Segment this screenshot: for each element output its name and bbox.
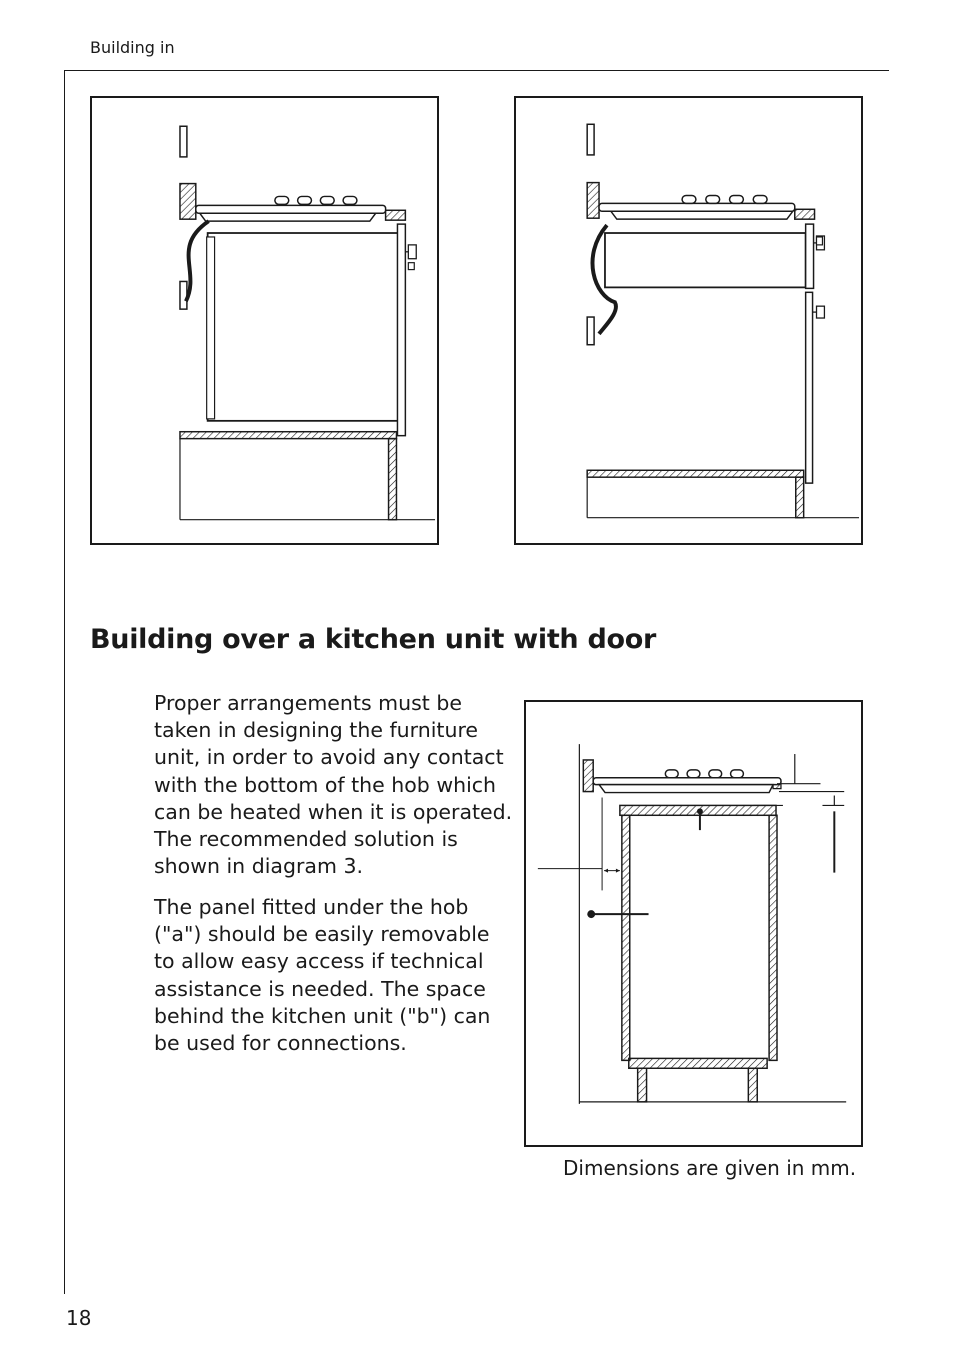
diagram-kitchen-unit-with-door-drawing	[526, 702, 861, 1145]
paragraph-line: to allow easy access if technical	[154, 949, 484, 974]
section-title: Building over a kitchen unit with door	[90, 624, 656, 655]
margin-rule	[64, 70, 65, 1294]
page-number: 18	[66, 1306, 92, 1330]
paragraph-removable-panel	[154, 894, 514, 1057]
diagram-hob-over-oven	[90, 96, 439, 545]
paragraph-line: The recommended solution is	[154, 827, 458, 852]
paragraph-line: taken in designing the furniture	[154, 718, 479, 743]
paragraph-line: assistance is needed. The space	[154, 976, 486, 1001]
paragraph-line: can be heated when it is operated.	[154, 799, 513, 824]
diagram-hob-over-drawer	[514, 96, 863, 545]
header-rule	[64, 70, 889, 71]
diagram-hob-over-oven-drawing	[92, 98, 437, 543]
diagram-kitchen-unit-with-door	[524, 700, 863, 1147]
paragraph-line: ("a") should be easily removable	[154, 922, 490, 947]
paragraph-line: be used for connections.	[154, 1031, 407, 1056]
running-header: Building in	[90, 38, 175, 57]
paragraph-line: Proper arrangements must be	[154, 691, 462, 715]
paragraph-line: behind the kitchen unit ("b") can	[154, 1003, 491, 1028]
paragraph-arrangements	[154, 690, 514, 880]
paragraph-line: shown in diagram 3.	[154, 854, 364, 879]
paragraph-line: with the bottom of the hob which	[154, 772, 497, 797]
dimensions-caption: Dimensions are given in mm.	[563, 1156, 857, 1180]
paragraph-line: unit, in order to avoid any contact	[154, 745, 504, 770]
diagram-hob-over-drawer-drawing	[516, 98, 861, 543]
paragraph-line: The panel fitted under the hob	[154, 895, 469, 919]
